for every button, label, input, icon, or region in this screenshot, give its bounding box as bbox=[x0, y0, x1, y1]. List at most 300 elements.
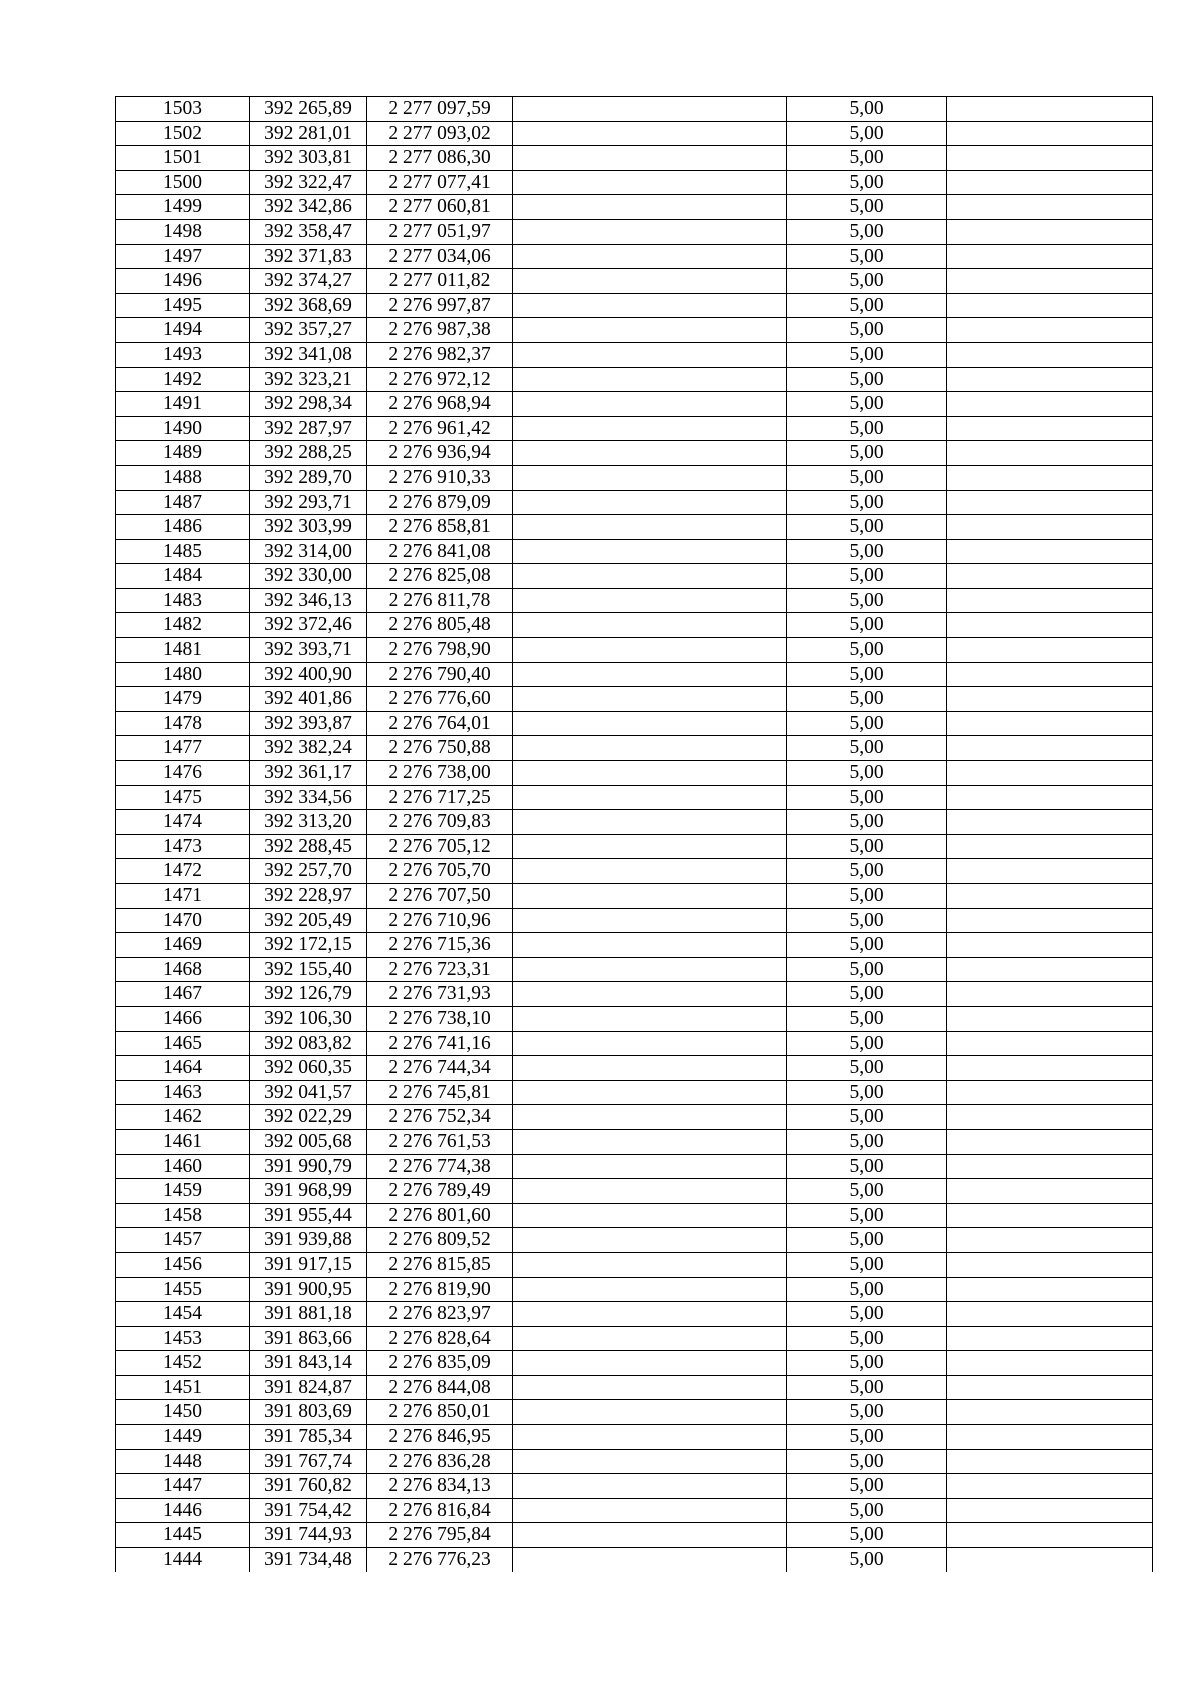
empty-cell bbox=[513, 1105, 787, 1130]
x-coordinate-cell: 392 361,17 bbox=[250, 761, 367, 786]
empty-cell bbox=[513, 736, 787, 761]
y-coordinate-cell: 2 276 961,42 bbox=[367, 416, 513, 441]
value-cell: 5,00 bbox=[787, 1400, 947, 1425]
x-coordinate-cell: 392 330,00 bbox=[250, 564, 367, 589]
table-row bbox=[116, 1031, 1153, 1056]
table-row bbox=[116, 146, 1153, 171]
point-number-cell: 1498 bbox=[116, 219, 250, 244]
y-coordinate-cell: 2 276 705,70 bbox=[367, 859, 513, 884]
y-coordinate-cell: 2 276 717,25 bbox=[367, 785, 513, 810]
x-coordinate-cell: 392 228,97 bbox=[250, 884, 367, 909]
x-coordinate-cell: 391 767,74 bbox=[250, 1449, 367, 1474]
empty-cell bbox=[947, 342, 1153, 367]
y-coordinate-cell: 2 276 910,33 bbox=[367, 465, 513, 490]
point-number-cell: 1500 bbox=[116, 170, 250, 195]
x-coordinate-cell: 392 303,99 bbox=[250, 515, 367, 540]
point-number-cell: 1476 bbox=[116, 761, 250, 786]
table-row bbox=[116, 957, 1153, 982]
y-coordinate-cell: 2 276 846,95 bbox=[367, 1425, 513, 1450]
value-cell: 5,00 bbox=[787, 1277, 947, 1302]
empty-cell bbox=[947, 416, 1153, 441]
empty-cell bbox=[947, 195, 1153, 220]
point-number-cell: 1448 bbox=[116, 1449, 250, 1474]
empty-cell bbox=[947, 1548, 1153, 1572]
empty-cell bbox=[947, 1302, 1153, 1327]
value-cell: 5,00 bbox=[787, 1326, 947, 1351]
empty-cell bbox=[513, 1326, 787, 1351]
point-number-cell: 1450 bbox=[116, 1400, 250, 1425]
empty-cell bbox=[513, 342, 787, 367]
point-number-cell: 1493 bbox=[116, 342, 250, 367]
x-coordinate-cell: 391 863,66 bbox=[250, 1326, 367, 1351]
point-number-cell: 1488 bbox=[116, 465, 250, 490]
value-cell: 5,00 bbox=[787, 1179, 947, 1204]
empty-cell bbox=[513, 1449, 787, 1474]
value-cell: 5,00 bbox=[787, 1129, 947, 1154]
empty-cell bbox=[947, 318, 1153, 343]
point-number-cell: 1466 bbox=[116, 1006, 250, 1031]
x-coordinate-cell: 392 257,70 bbox=[250, 859, 367, 884]
empty-cell bbox=[947, 662, 1153, 687]
empty-cell bbox=[513, 1375, 787, 1400]
empty-cell bbox=[513, 1302, 787, 1327]
empty-cell bbox=[947, 957, 1153, 982]
empty-cell bbox=[947, 97, 1153, 122]
value-cell: 5,00 bbox=[787, 1080, 947, 1105]
y-coordinate-cell: 2 276 738,10 bbox=[367, 1006, 513, 1031]
value-cell: 5,00 bbox=[787, 859, 947, 884]
x-coordinate-cell: 392 281,01 bbox=[250, 121, 367, 146]
value-cell: 5,00 bbox=[787, 121, 947, 146]
empty-cell bbox=[513, 490, 787, 515]
value-cell: 5,00 bbox=[787, 293, 947, 318]
y-coordinate-cell: 2 276 805,48 bbox=[367, 613, 513, 638]
point-number-cell: 1451 bbox=[116, 1375, 250, 1400]
table-row bbox=[116, 662, 1153, 687]
point-number-cell: 1460 bbox=[116, 1154, 250, 1179]
value-cell: 5,00 bbox=[787, 465, 947, 490]
table-row bbox=[116, 170, 1153, 195]
x-coordinate-cell: 392 022,29 bbox=[250, 1105, 367, 1130]
point-number-cell: 1444 bbox=[116, 1548, 250, 1572]
empty-cell bbox=[947, 687, 1153, 712]
point-number-cell: 1480 bbox=[116, 662, 250, 687]
value-cell: 5,00 bbox=[787, 318, 947, 343]
table-row bbox=[116, 908, 1153, 933]
empty-cell bbox=[947, 908, 1153, 933]
empty-cell bbox=[947, 146, 1153, 171]
x-coordinate-cell: 392 393,71 bbox=[250, 638, 367, 663]
x-coordinate-cell: 392 155,40 bbox=[250, 957, 367, 982]
x-coordinate-cell: 392 313,20 bbox=[250, 810, 367, 835]
empty-cell bbox=[513, 1400, 787, 1425]
value-cell: 5,00 bbox=[787, 342, 947, 367]
value-cell: 5,00 bbox=[787, 1523, 947, 1548]
value-cell: 5,00 bbox=[787, 834, 947, 859]
empty-cell bbox=[947, 1228, 1153, 1253]
value-cell: 5,00 bbox=[787, 1449, 947, 1474]
point-number-cell: 1497 bbox=[116, 244, 250, 269]
table-row bbox=[116, 687, 1153, 712]
y-coordinate-cell: 2 276 707,50 bbox=[367, 884, 513, 909]
value-cell: 5,00 bbox=[787, 908, 947, 933]
point-number-cell: 1455 bbox=[116, 1277, 250, 1302]
value-cell: 5,00 bbox=[787, 1425, 947, 1450]
table-row bbox=[116, 588, 1153, 613]
x-coordinate-cell: 392 265,89 bbox=[250, 97, 367, 122]
table-row bbox=[116, 1425, 1153, 1450]
y-coordinate-cell: 2 277 011,82 bbox=[367, 269, 513, 294]
y-coordinate-cell: 2 276 761,53 bbox=[367, 1129, 513, 1154]
empty-cell bbox=[513, 638, 787, 663]
x-coordinate-cell: 392 288,25 bbox=[250, 441, 367, 466]
point-number-cell: 1499 bbox=[116, 195, 250, 220]
y-coordinate-cell: 2 276 858,81 bbox=[367, 515, 513, 540]
value-cell: 5,00 bbox=[787, 367, 947, 392]
empty-cell bbox=[947, 834, 1153, 859]
empty-cell bbox=[513, 244, 787, 269]
empty-cell bbox=[947, 736, 1153, 761]
empty-cell bbox=[947, 1154, 1153, 1179]
x-coordinate-cell: 391 803,69 bbox=[250, 1400, 367, 1425]
y-coordinate-cell: 2 276 850,01 bbox=[367, 1400, 513, 1425]
value-cell: 5,00 bbox=[787, 1351, 947, 1376]
x-coordinate-cell: 392 393,87 bbox=[250, 711, 367, 736]
empty-cell bbox=[947, 1252, 1153, 1277]
empty-cell bbox=[947, 859, 1153, 884]
empty-cell bbox=[513, 1056, 787, 1081]
value-cell: 5,00 bbox=[787, 1105, 947, 1130]
empty-cell bbox=[947, 810, 1153, 835]
point-number-cell: 1503 bbox=[116, 97, 250, 122]
y-coordinate-cell: 2 277 097,59 bbox=[367, 97, 513, 122]
y-coordinate-cell: 2 276 776,23 bbox=[367, 1548, 513, 1572]
point-number-cell: 1502 bbox=[116, 121, 250, 146]
table-row bbox=[116, 392, 1153, 417]
y-coordinate-cell: 2 276 745,81 bbox=[367, 1080, 513, 1105]
x-coordinate-cell: 391 990,79 bbox=[250, 1154, 367, 1179]
x-coordinate-cell: 392 358,47 bbox=[250, 219, 367, 244]
y-coordinate-cell: 2 276 795,84 bbox=[367, 1523, 513, 1548]
value-cell: 5,00 bbox=[787, 1548, 947, 1572]
empty-cell bbox=[947, 490, 1153, 515]
table-row bbox=[116, 539, 1153, 564]
point-number-cell: 1485 bbox=[116, 539, 250, 564]
table-row bbox=[116, 761, 1153, 786]
value-cell: 5,00 bbox=[787, 1228, 947, 1253]
point-number-cell: 1456 bbox=[116, 1252, 250, 1277]
point-number-cell: 1446 bbox=[116, 1498, 250, 1523]
empty-cell bbox=[947, 982, 1153, 1007]
table-row bbox=[116, 416, 1153, 441]
value-cell: 5,00 bbox=[787, 662, 947, 687]
table-row bbox=[116, 367, 1153, 392]
y-coordinate-cell: 2 277 093,02 bbox=[367, 121, 513, 146]
y-coordinate-cell: 2 276 841,08 bbox=[367, 539, 513, 564]
empty-cell bbox=[947, 613, 1153, 638]
x-coordinate-cell: 392 346,13 bbox=[250, 588, 367, 613]
point-number-cell: 1492 bbox=[116, 367, 250, 392]
empty-cell bbox=[513, 785, 787, 810]
x-coordinate-cell: 392 322,47 bbox=[250, 170, 367, 195]
value-cell: 5,00 bbox=[787, 195, 947, 220]
empty-cell bbox=[947, 1351, 1153, 1376]
value-cell: 5,00 bbox=[787, 982, 947, 1007]
y-coordinate-cell: 2 276 809,52 bbox=[367, 1228, 513, 1253]
empty-cell bbox=[947, 1031, 1153, 1056]
point-number-cell: 1471 bbox=[116, 884, 250, 909]
empty-cell bbox=[947, 367, 1153, 392]
y-coordinate-cell: 2 276 705,12 bbox=[367, 834, 513, 859]
value-cell: 5,00 bbox=[787, 1302, 947, 1327]
empty-cell bbox=[513, 1031, 787, 1056]
y-coordinate-cell: 2 276 936,94 bbox=[367, 441, 513, 466]
table-row bbox=[116, 1129, 1153, 1154]
empty-cell bbox=[947, 1129, 1153, 1154]
empty-cell bbox=[947, 711, 1153, 736]
empty-cell bbox=[947, 1277, 1153, 1302]
value-cell: 5,00 bbox=[787, 588, 947, 613]
value-cell: 5,00 bbox=[787, 244, 947, 269]
value-cell: 5,00 bbox=[787, 687, 947, 712]
table-row bbox=[116, 810, 1153, 835]
empty-cell bbox=[513, 982, 787, 1007]
y-coordinate-cell: 2 276 836,28 bbox=[367, 1449, 513, 1474]
table-row bbox=[116, 785, 1153, 810]
table-row bbox=[116, 465, 1153, 490]
table-row bbox=[116, 1056, 1153, 1081]
table-row bbox=[116, 859, 1153, 884]
x-coordinate-cell: 391 881,18 bbox=[250, 1302, 367, 1327]
empty-cell bbox=[513, 613, 787, 638]
point-number-cell: 1501 bbox=[116, 146, 250, 171]
value-cell: 5,00 bbox=[787, 761, 947, 786]
table-row bbox=[116, 1179, 1153, 1204]
table-row bbox=[116, 293, 1153, 318]
point-number-cell: 1483 bbox=[116, 588, 250, 613]
empty-cell bbox=[513, 761, 787, 786]
empty-cell bbox=[513, 195, 787, 220]
empty-cell bbox=[513, 1129, 787, 1154]
empty-cell bbox=[947, 638, 1153, 663]
empty-cell bbox=[513, 441, 787, 466]
point-number-cell: 1462 bbox=[116, 1105, 250, 1130]
table-row bbox=[116, 711, 1153, 736]
y-coordinate-cell: 2 276 982,37 bbox=[367, 342, 513, 367]
value-cell: 5,00 bbox=[787, 564, 947, 589]
x-coordinate-cell: 392 172,15 bbox=[250, 933, 367, 958]
x-coordinate-cell: 392 288,45 bbox=[250, 834, 367, 859]
x-coordinate-cell: 392 041,57 bbox=[250, 1080, 367, 1105]
point-number-cell: 1489 bbox=[116, 441, 250, 466]
value-cell: 5,00 bbox=[787, 1056, 947, 1081]
empty-cell bbox=[947, 465, 1153, 490]
empty-cell bbox=[513, 1474, 787, 1499]
y-coordinate-cell: 2 276 789,49 bbox=[367, 1179, 513, 1204]
y-coordinate-cell: 2 276 715,36 bbox=[367, 933, 513, 958]
point-number-cell: 1479 bbox=[116, 687, 250, 712]
empty-cell bbox=[947, 1179, 1153, 1204]
table-row bbox=[116, 613, 1153, 638]
x-coordinate-cell: 391 955,44 bbox=[250, 1203, 367, 1228]
value-cell: 5,00 bbox=[787, 219, 947, 244]
x-coordinate-cell: 391 754,42 bbox=[250, 1498, 367, 1523]
table-row bbox=[116, 1375, 1153, 1400]
empty-cell bbox=[947, 293, 1153, 318]
y-coordinate-cell: 2 276 844,08 bbox=[367, 1375, 513, 1400]
value-cell: 5,00 bbox=[787, 416, 947, 441]
empty-cell bbox=[513, 1425, 787, 1450]
y-coordinate-cell: 2 276 750,88 bbox=[367, 736, 513, 761]
x-coordinate-cell: 391 785,34 bbox=[250, 1425, 367, 1450]
table-row bbox=[116, 441, 1153, 466]
coordinates-table bbox=[115, 96, 1153, 1572]
value-cell: 5,00 bbox=[787, 933, 947, 958]
empty-cell bbox=[513, 564, 787, 589]
point-number-cell: 1468 bbox=[116, 957, 250, 982]
empty-cell bbox=[947, 244, 1153, 269]
table-row bbox=[116, 342, 1153, 367]
table-row bbox=[116, 638, 1153, 663]
y-coordinate-cell: 2 276 834,13 bbox=[367, 1474, 513, 1499]
empty-cell bbox=[947, 1523, 1153, 1548]
table-row bbox=[116, 1203, 1153, 1228]
empty-cell bbox=[513, 392, 787, 417]
value-cell: 5,00 bbox=[787, 490, 947, 515]
y-coordinate-cell: 2 277 034,06 bbox=[367, 244, 513, 269]
empty-cell bbox=[513, 515, 787, 540]
table-row bbox=[116, 884, 1153, 909]
empty-cell bbox=[513, 1006, 787, 1031]
table-row bbox=[116, 1351, 1153, 1376]
y-coordinate-cell: 2 276 723,31 bbox=[367, 957, 513, 982]
y-coordinate-cell: 2 276 776,60 bbox=[367, 687, 513, 712]
x-coordinate-cell: 391 734,48 bbox=[250, 1548, 367, 1572]
table-row bbox=[116, 515, 1153, 540]
table-row bbox=[116, 1277, 1153, 1302]
x-coordinate-cell: 391 939,88 bbox=[250, 1228, 367, 1253]
table-row bbox=[116, 564, 1153, 589]
point-number-cell: 1487 bbox=[116, 490, 250, 515]
table-row bbox=[116, 121, 1153, 146]
x-coordinate-cell: 392 382,24 bbox=[250, 736, 367, 761]
value-cell: 5,00 bbox=[787, 146, 947, 171]
empty-cell bbox=[947, 1474, 1153, 1499]
x-coordinate-cell: 392 205,49 bbox=[250, 908, 367, 933]
value-cell: 5,00 bbox=[787, 957, 947, 982]
value-cell: 5,00 bbox=[787, 515, 947, 540]
x-coordinate-cell: 392 372,46 bbox=[250, 613, 367, 638]
y-coordinate-cell: 2 276 823,97 bbox=[367, 1302, 513, 1327]
value-cell: 5,00 bbox=[787, 97, 947, 122]
value-cell: 5,00 bbox=[787, 1006, 947, 1031]
value-cell: 5,00 bbox=[787, 1375, 947, 1400]
value-cell: 5,00 bbox=[787, 613, 947, 638]
point-number-cell: 1482 bbox=[116, 613, 250, 638]
empty-cell bbox=[947, 515, 1153, 540]
table-row bbox=[116, 1105, 1153, 1130]
table-row bbox=[116, 1080, 1153, 1105]
table-row bbox=[116, 1400, 1153, 1425]
empty-cell bbox=[513, 318, 787, 343]
point-number-cell: 1467 bbox=[116, 982, 250, 1007]
empty-cell bbox=[947, 1056, 1153, 1081]
point-number-cell: 1457 bbox=[116, 1228, 250, 1253]
y-coordinate-cell: 2 277 077,41 bbox=[367, 170, 513, 195]
point-number-cell: 1496 bbox=[116, 269, 250, 294]
value-cell: 5,00 bbox=[787, 810, 947, 835]
empty-cell bbox=[947, 588, 1153, 613]
point-number-cell: 1453 bbox=[116, 1326, 250, 1351]
value-cell: 5,00 bbox=[787, 711, 947, 736]
point-number-cell: 1458 bbox=[116, 1203, 250, 1228]
empty-cell bbox=[947, 1375, 1153, 1400]
point-number-cell: 1486 bbox=[116, 515, 250, 540]
x-coordinate-cell: 391 744,93 bbox=[250, 1523, 367, 1548]
x-coordinate-cell: 392 126,79 bbox=[250, 982, 367, 1007]
table-row bbox=[116, 1523, 1153, 1548]
table-row bbox=[116, 982, 1153, 1007]
y-coordinate-cell: 2 276 811,78 bbox=[367, 588, 513, 613]
empty-cell bbox=[947, 1498, 1153, 1523]
x-coordinate-cell: 392 371,83 bbox=[250, 244, 367, 269]
y-coordinate-cell: 2 276 774,38 bbox=[367, 1154, 513, 1179]
point-number-cell: 1473 bbox=[116, 834, 250, 859]
value-cell: 5,00 bbox=[787, 170, 947, 195]
empty-cell bbox=[947, 761, 1153, 786]
table-row bbox=[116, 834, 1153, 859]
table-row bbox=[116, 933, 1153, 958]
empty-cell bbox=[513, 121, 787, 146]
empty-cell bbox=[947, 269, 1153, 294]
empty-cell bbox=[513, 884, 787, 909]
table-row bbox=[116, 1449, 1153, 1474]
x-coordinate-cell: 392 400,90 bbox=[250, 662, 367, 687]
value-cell: 5,00 bbox=[787, 884, 947, 909]
y-coordinate-cell: 2 276 744,34 bbox=[367, 1056, 513, 1081]
x-coordinate-cell: 392 374,27 bbox=[250, 269, 367, 294]
empty-cell bbox=[947, 539, 1153, 564]
empty-cell bbox=[513, 416, 787, 441]
y-coordinate-cell: 2 277 086,30 bbox=[367, 146, 513, 171]
empty-cell bbox=[513, 1277, 787, 1302]
table-row bbox=[116, 97, 1153, 122]
empty-cell bbox=[513, 1179, 787, 1204]
value-cell: 5,00 bbox=[787, 1474, 947, 1499]
y-coordinate-cell: 2 276 798,90 bbox=[367, 638, 513, 663]
empty-cell bbox=[947, 1006, 1153, 1031]
x-coordinate-cell: 391 900,95 bbox=[250, 1277, 367, 1302]
empty-cell bbox=[947, 1326, 1153, 1351]
empty-cell bbox=[513, 834, 787, 859]
empty-cell bbox=[513, 662, 787, 687]
empty-cell bbox=[513, 1548, 787, 1572]
value-cell: 5,00 bbox=[787, 539, 947, 564]
point-number-cell: 1447 bbox=[116, 1474, 250, 1499]
x-coordinate-cell: 392 289,70 bbox=[250, 465, 367, 490]
y-coordinate-cell: 2 276 987,38 bbox=[367, 318, 513, 343]
x-coordinate-cell: 392 314,00 bbox=[250, 539, 367, 564]
x-coordinate-cell: 392 303,81 bbox=[250, 146, 367, 171]
empty-cell bbox=[513, 687, 787, 712]
empty-cell bbox=[513, 293, 787, 318]
table-row bbox=[116, 1498, 1153, 1523]
y-coordinate-cell: 2 276 997,87 bbox=[367, 293, 513, 318]
point-number-cell: 1445 bbox=[116, 1523, 250, 1548]
table-row bbox=[116, 219, 1153, 244]
x-coordinate-cell: 392 005,68 bbox=[250, 1129, 367, 1154]
y-coordinate-cell: 2 277 051,97 bbox=[367, 219, 513, 244]
